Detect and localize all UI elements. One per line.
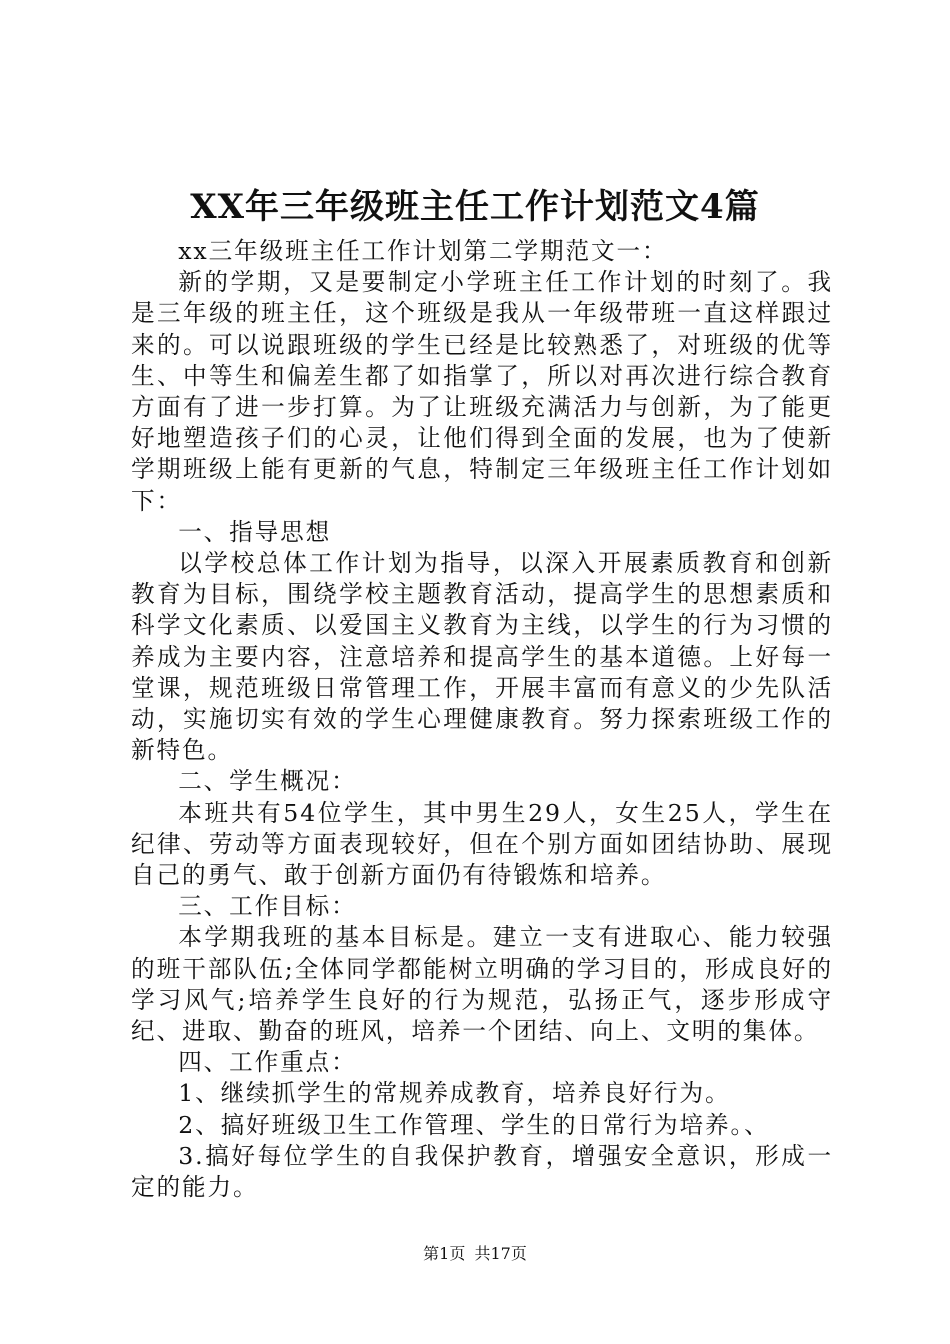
section-heading-work-focus: 四、工作重点： (178, 1048, 357, 1077)
list-item: 2、搞好班级卫生工作管理、学生的日常行为培养。、 (178, 1110, 770, 1139)
paragraph-preface: 新的学期，又是要制定小学班主任工作计划的时刻了。我是三年级的班主任，这个班级是我从一年级带班一直这样跟过来的。可以说跟班级的学生已经是比较熟悉了，对班级的优等生、中等生和偏差生都了如指掌了，所以对再次进行综合教育方面有了进一步打算。为了让班级充满活力与创新，为了能更好地塑造孩子们的心灵，让他们得到全面的发展，也为了使新学期班级上能有更新的气息，特制定三年级班主任工作计划如下： (131, 268, 833, 515)
document-body (131, 236, 833, 1203)
list-item: 3.搞好每位学生的自我保护教育，增强安全意识，形成一定的能力。 (131, 1141, 833, 1202)
section-heading-guiding-ideas: 一、指导思想 (178, 517, 332, 546)
section-heading-work-goals: 三、工作目标： (178, 892, 357, 921)
paragraph-guiding-ideas: 以学校总体工作计划为指导，以深入开展素质教育和创新教育为目标，围绕学校主题教育活动，提高学生的思想素质和科学文化素质、以爱国主义教育为主线，以学生的行为习惯的养成为主要内容，注意培养和提高学生的基本道德。上好每一堂课，规范班级日常管理工作，开展丰富而有意义的少先队活动，实施切实有效的学生心理健康教育。努力探索班级工作的新特色。 (131, 549, 833, 765)
paragraph-student-overview: 本班共有54位学生，其中男生29人，女生25人，学生在纪律、劳动等方面表现较好，但在个别方面如团结协助、展现自己的勇气、敢于创新方面仍有待锻炼和培养。 (131, 798, 833, 890)
intro-line: xx三年级班主任工作计划第二学期范文一： (178, 237, 668, 265)
section-heading-student-overview: 二、学生概况： (178, 767, 357, 796)
paragraph-work-goals: 本学期我班的基本目标是。建立一支有进取心、能力较强的班干部队伍;全体同学都能树立明确的学习目的，形成良好的学习风气;培养学生良好的行为规范，弘扬正气，逐步形成守纪、进取、勤奋的班风，培养一个团结、向上、文明的集体。 (131, 923, 833, 1046)
document-title: XX年三年级班主任工作计划范文4篇 (190, 187, 760, 227)
page-number: 第1页 (423, 1244, 466, 1263)
page-total: 共17页 (474, 1244, 527, 1263)
list-item: 1、继续抓学生的常规养成教育，培养良好行为。 (178, 1079, 731, 1108)
page-footer (0, 1242, 950, 1266)
